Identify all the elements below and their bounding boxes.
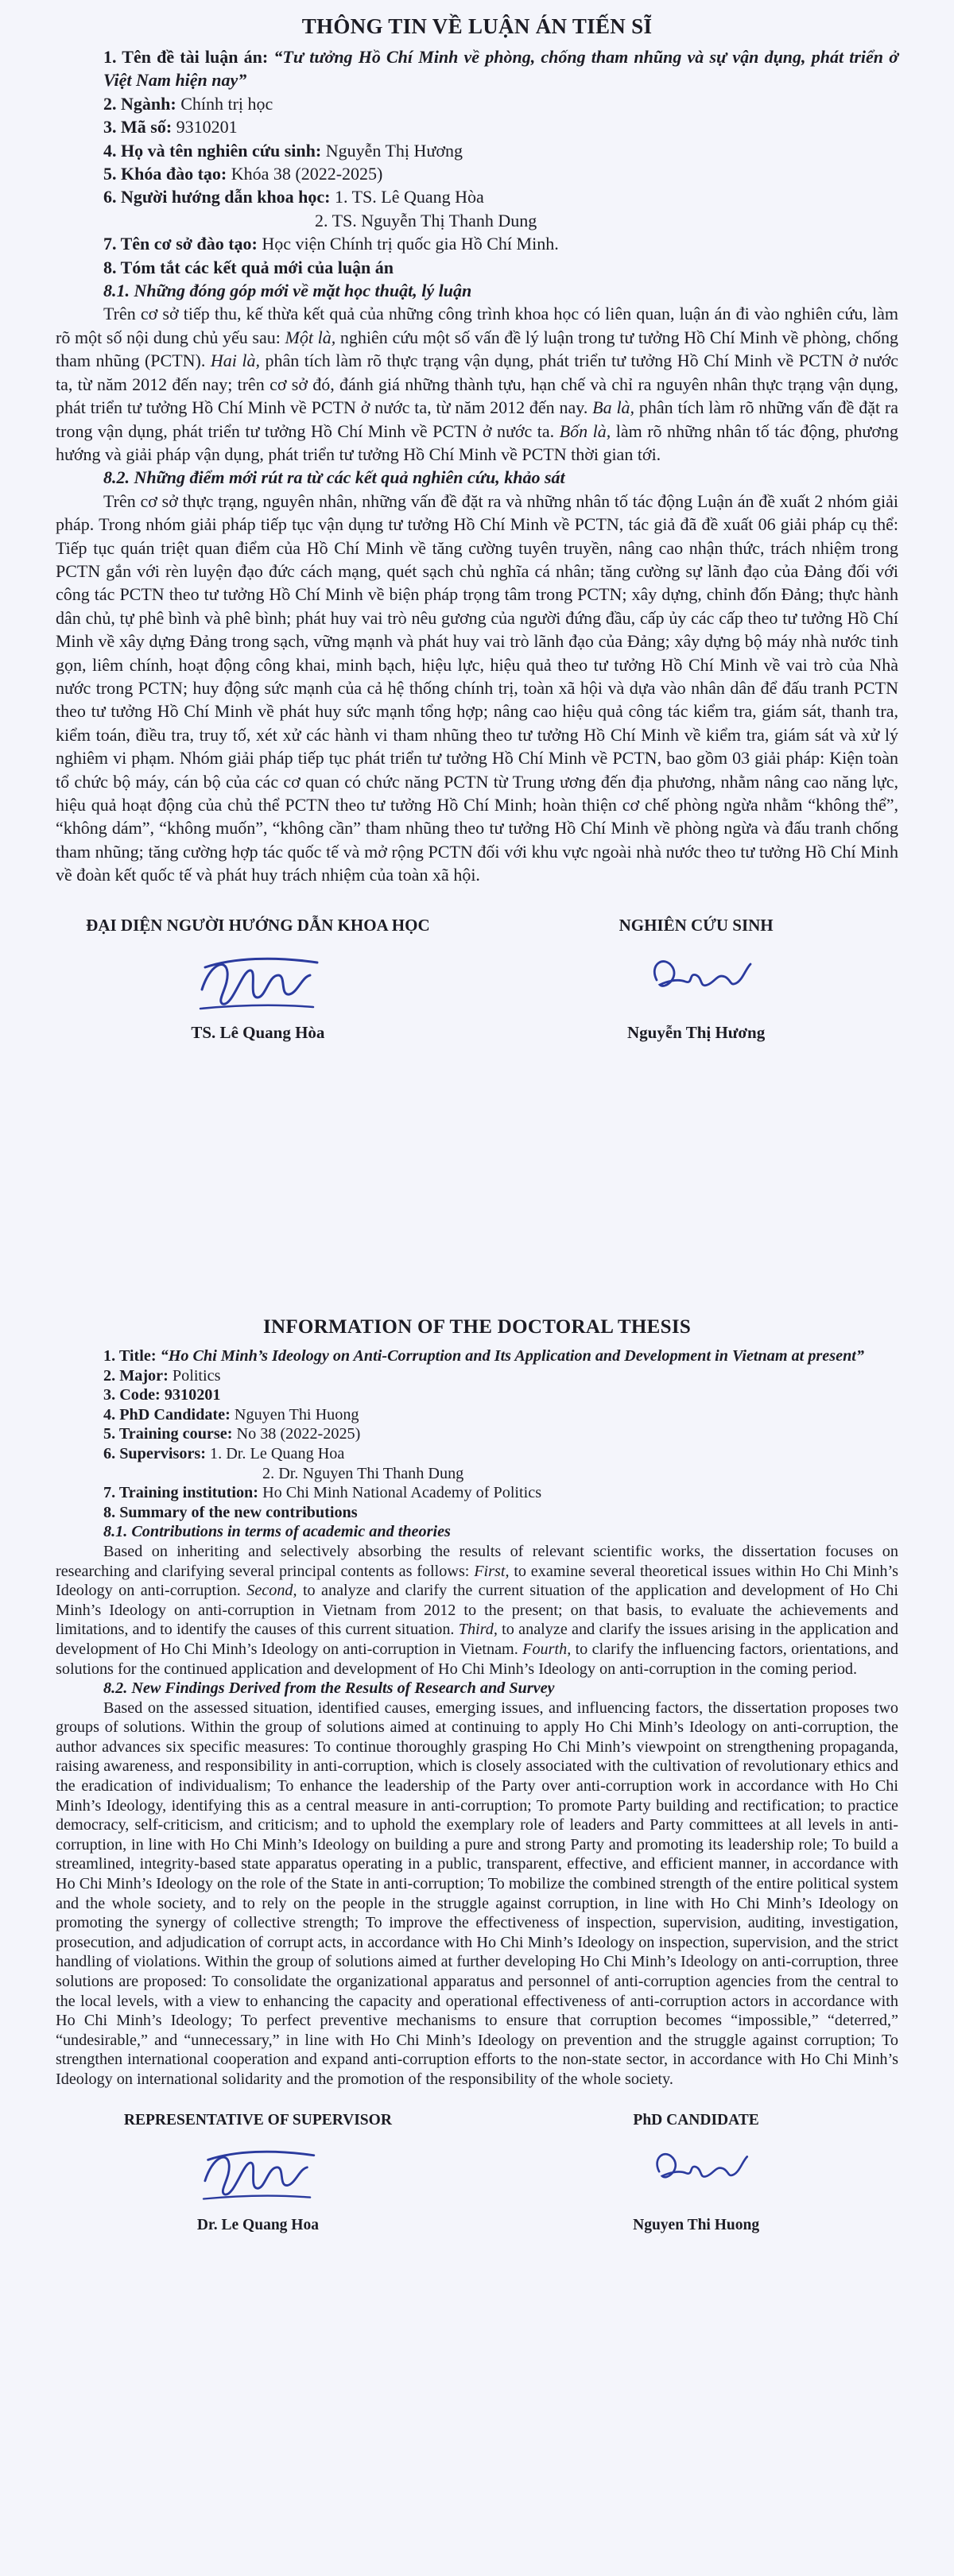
en-field-5: [56, 1424, 898, 1444]
en-candidate-signature-icon: [637, 2134, 756, 2202]
en-candidate-signature: [494, 2112, 898, 2234]
vn-supervisor-heading: ĐẠI DIỆN NGƯỜI HƯỚNG DẪN KHOA HỌC: [86, 915, 430, 935]
en-field-2-label: 2. Major:: [103, 1366, 169, 1385]
vn-field-7-label: 7. Tên cơ sở đào tạo:: [103, 234, 258, 254]
vn-field-4-value: Nguyễn Thị Hương: [325, 140, 463, 161]
vn-field-1-label: 1. Tên đề tài luận án:: [103, 47, 269, 67]
en-section-8-2-body: Based on the assessed situation, identified causes, emerging issues, and influencing factors, the dissertation proposes two groups of solutions. Within the group of solutions aimed at continuing to apply Ho Chi Minh’s Ideology on anti-corruption, the author advances six specific measures: To continue thoroughly grasping Ho Chi Minh’s viewpoint on strengthening propaganda, raising awareness, and responsibility in anti-corruption, which is closely associated with the cultivation of revolutionary ethics and the eradication of individualism; To enhance the leadership of the Party over anti-corruption work in accordance with Ho Chi Minh’s Ideology, identifying this as a central measure in anti-corruption; To promote Party building and rectification; to practice democracy, self-criticism, and criticism; and to uphold the exemplary role of leaders and Party committees at all levels in anti-corruption, in line with Ho Chi Minh’s Ideology on building a pure and strong Party and promoting its leadership role; To build a streamlined, integrity-based state apparatus operating in a public, transparent, effective, and efficient manner, in accordance with Ho Chi Minh’s Ideology on the role of the State in anti-corruption; To mobilize the combined strength of the entire political system and the whole society, and to rely on the people in the struggle against corruption, in line with Ho Chi Minh’s Ideology on promoting the synergy of collective strength; To improve the effectiveness of inspection, supervision, auditing, investigation, prosecution, and adjudication of corrupt acts, in accordance with Ho Chi Minh’s Ideology on inspection, supervision, and the strict handling of violations. Within the group of solutions aimed at further developing Ho Chi Minh’s Ideology on anti-corruption, three solutions are proposed: To consolidate the organizational apparatus and personnel of anti-corruption agencies from the central to the local levels, with a view to enhancing the capacity and operational effectiveness of anti-corruption actors in accordance with Ho Chi Minh’s Ideology; To perfect preventive mechanisms to ensure that corruption becomes “impossible,” “deterred,” “undesirable,” and “unnecessary,” in line with Ho Chi Minh’s Ideology on prevention and the struggle against corruption; To strengthen international cooperation and expand anti-corruption efforts to the non-state sector, in accordance with Ho Chi Minh’s Ideology on international solidarity and the promotion of the responsibility of the whole society.: [56, 1699, 898, 2088]
vn-field-5-label: 5. Khóa đào tạo:: [103, 164, 227, 184]
vn-section-8-1-heading: 8.1. Những đóng góp mới về mặt học thuật, lý luận: [103, 281, 472, 301]
en-supervisor-signature-image: [56, 2129, 460, 2217]
vn-8-1-marker-1: Một là,: [285, 327, 336, 347]
en-field-5-label: 5. Training course:: [103, 1425, 233, 1443]
vn-supervisor-signature: [56, 916, 460, 1043]
en-candidate-heading: PhD CANDIDATE: [633, 2111, 759, 2129]
en-field-3: 3. Code: 9310201: [103, 1386, 221, 1404]
en-field-4: [56, 1405, 898, 1425]
en-field-1-value: “Ho Chi Minh’s Ideology on Anti-Corruption and Its Application and Development in Vietnam at present”: [160, 1347, 864, 1365]
en-field-4-label: 4. PhD Candidate:: [103, 1405, 231, 1424]
en-field-7-label: 7. Training institution:: [103, 1484, 259, 1502]
vn-field-5: [56, 162, 898, 185]
vn-field-7: [56, 232, 898, 255]
vn-8-1-text-1: Trên cơ sở tiếp thu, kế thừa kết quả của những công trình khoa học có liên quan, luận án đi vào nghiên cứu, làm rõ một số nội dung chủ yếu sau:: [56, 304, 898, 347]
vn-section-8-2-heading: 8.2. Những điểm mới rút ra từ các kết quả nghiên cứu, khảo sát: [103, 467, 565, 488]
vn-field-6: [56, 185, 898, 208]
en-title: INFORMATION OF THE DOCTORAL THESIS: [262, 1316, 692, 1338]
en-supervisor-signature: [56, 2112, 460, 2234]
vn-field-8: 8. Tóm tắt các kết quả mới của luận án: [103, 257, 394, 277]
vn-section: [56, 14, 898, 1043]
en-field-2-value: Politics: [172, 1366, 221, 1385]
vn-field-3: [56, 115, 898, 138]
supervisor-signature-icon: [186, 940, 329, 1020]
vn-8-1-marker-2: Hai là,: [210, 351, 260, 371]
vn-8-1-marker-4: Bốn là,: [559, 420, 611, 441]
vn-candidate-heading: NGHIÊN CỨU SINH: [619, 915, 774, 935]
vn-field-4: [56, 139, 898, 162]
en-field-6: [56, 1444, 898, 1464]
vn-title: THÔNG TIN VỀ LUẬN ÁN TIẾN SĨ: [301, 14, 653, 38]
vn-field-6-label: 6. Người hướng dẫn khoa học:: [103, 187, 331, 207]
vn-field-5-value: Khóa 38 (2022-2025): [231, 164, 383, 184]
vn-field-2-label: 2. Ngành:: [103, 93, 176, 114]
vn-field-6-value-2: 2. TS. Nguyễn Thị Thanh Dung: [315, 210, 537, 230]
en-8-1-marker-1: First,: [474, 1562, 510, 1580]
en-candidate-name: Nguyen Thi Huong: [633, 2216, 760, 2233]
vn-field-2: [56, 92, 898, 115]
en-8-1-marker-3: Third,: [458, 1621, 498, 1639]
en-8-1-text-3: to analyze and clarify the current situation of the application and development of Ho Chi Minh’s Ideology on anti-corruption in Vietnam from 2012 to the present; on that basis, to evaluate the achievements and limitations, and to identify the causes of this current situation.: [56, 1582, 898, 1639]
vn-field-7-value: Học viện Chính trị quốc gia Hồ Chí Minh.: [262, 234, 559, 254]
vn-section-8-2-body: Trên cơ sở thực trạng, nguyên nhân, những vấn đề đặt ra và những nhân tố tác động Luận án đề xuất 2 nhóm giải pháp. Trong nhóm giải pháp tiếp tục vận dụng tư tưởng Hồ Chí Minh về PCTN, tác giả đã đề xuất 06 giải pháp cụ thể: Tiếp tục quán triệt quan điểm của Hồ Chí Minh về tăng cường tuyên truyền, nâng cao nhận thức, trách nhiệm trong PCTN gắn với rèn luyện đạo đức cách mạng, quét sạch chủ nghĩa cá nhân; tăng cường sự lãnh đạo của Đảng đối với công tác PCTN theo tư tưởng Hồ Chí Minh về biện pháp trọng tâm trong PCTN; xây dựng, chỉnh đốn Đảng; thực hành dân chủ, tự phê bình và phê bình; phát huy vai trò nêu gương của người đứng đầu, cấp ủy các cấp theo tư tưởng Hồ Chí Minh về xây dựng Đảng trong sạch, vững mạnh và phát huy vai trò lãnh đạo của Đảng; xây dựng bộ máy nhà nước tinh gọn, liêm chính, hoạt động công khai, minh bạch, hiệu lực, hiệu quả theo tư tưởng Hồ Chí Minh về vai trò của Nhà nước trong PCTN; huy động sức mạnh của cả hệ thống chính trị, toàn xã hội và dựa vào nhân dân để đấu tranh PCTN theo tư tưởng Hồ Chí Minh về phát huy sức mạnh tổng hợp; nâng cao hiệu quả công tác kiểm tra, giám sát, thanh tra, kiểm toán, điều tra, truy tố, xét xử các hành vi tham nhũng theo tư tưởng Hồ Chí Minh về kiểm tra, giám sát và xử lý nghiêm vi phạm. Nhóm giải pháp tiếp tục phát triển tư tưởng Hồ Chí Minh về PCTN, bao gồm 03 giải pháp: Kiện toàn tổ chức bộ máy, cán bộ của các cơ quan có chức năng PCTN từ Trung ương đến địa phương, nhằm nâng cao năng lực, hiệu quả hoạt động của chủ thể PCTN theo tư tưởng Hồ Chí Minh; hoàn thiện cơ chế phòng ngừa nhằm “không thể”, “không dám”, “không muốn”, “không cần” tham nhũng theo tư tưởng Hồ Chí Minh về phòng ngừa và đấu tranh chống tham nhũng; tăng cường hợp tác quốc tế và mở rộng PCTN đối với khu vực ngoài nhà nước theo tư tưởng Hồ Chí Minh về đoàn kết quốc tế và phát huy trách nhiệm của toàn xã hội.: [56, 490, 898, 885]
vn-candidate-signature: [494, 916, 898, 1043]
vn-field-3-value: 9310201: [176, 117, 238, 138]
vn-8-1-text-3: phân tích làm rõ thực trạng vận dụng, phát triển tư tưởng Hồ Chí Minh về PCTN ở nước ta, từ năm 2012 đến nay; trên cơ sở đó, đánh giá những thành tựu, hạn chế và chỉ ra nguyên nhân thực trạng vận dụng, phát triển tư tưởng Hồ Chí Minh về PCTN ở nước ta, từ năm 2012 đến nay.: [56, 351, 898, 418]
vn-field-1-value: “Tư tưởng Hồ Chí Minh về phòng, chống tham nhũng và sự vận dụng, phát triển ở Việt Nam hiện nay”: [103, 47, 899, 91]
vn-8-1-text-2: nghiên cứu một số vấn đề lý luận trong tư tưởng Hồ Chí Minh về phòng, chống tham nhũng (PCTN).: [56, 327, 898, 371]
en-field-4-value: Nguyen Thi Huong: [234, 1405, 359, 1424]
en-8-1-marker-2: Second,: [246, 1582, 297, 1600]
en-supervisor-name: Dr. Le Quang Hoa: [196, 2216, 319, 2233]
vn-supervisor-name: TS. Lê Quang Hòa: [191, 1022, 325, 1042]
vn-section-8-1-body: [56, 302, 898, 466]
en-section-8-2-heading: 8.2. New Findings Derived from the Results of Research and Survey: [103, 1679, 555, 1698]
en-field-8: 8. Summary of the new contributions: [103, 1503, 358, 1521]
candidate-signature-image: [494, 935, 898, 1023]
supervisor-signature-image: [56, 935, 460, 1023]
vn-8-1-marker-3: Ba là,: [592, 397, 635, 418]
en-8-1-text-4: to analyze and clarify the issues arising in the application and development of Ho Chi Minh’s Ideology on anti-corruption in Vietnam.: [56, 1621, 898, 1658]
en-8-1-text-2: to examine several theoretical issues within Ho Chi Minh’s Ideology on anti-corruption.: [56, 1562, 898, 1600]
en-field-6-value-2: 2. Dr. Nguyen Thi Thanh Dung: [262, 1464, 464, 1482]
en-candidate-signature-image: [494, 2129, 898, 2217]
vn-field-2-value: Chính trị học: [180, 93, 273, 114]
vn-field-3-label: 3. Mã số:: [103, 117, 173, 138]
en-field-6-value-1: 1. Dr. Le Quang Hoa: [210, 1444, 345, 1462]
candidate-signature-icon: [633, 940, 760, 1012]
vn-candidate-name: Nguyễn Thị Hương: [626, 1022, 766, 1042]
vn-field-6-value-1: 1. TS. Lê Quang Hòa: [335, 187, 484, 207]
en-supervisor-signature-icon: [190, 2134, 325, 2210]
en-field-7-value: Ho Chi Minh National Academy of Politics: [262, 1484, 542, 1502]
en-section-8-1-body: [56, 1542, 898, 1679]
en-signature-block: [56, 2112, 898, 2234]
en-field-7: [56, 1483, 898, 1503]
en-field-5-value: No 38 (2022-2025): [236, 1425, 361, 1443]
en-field-1-label: 1. Title:: [103, 1347, 157, 1365]
en-8-1-text-1: Based on inheriting and selectively absorbing the results of relevant scientific works, the dissertation focuses on researching and clarifying several principal contents as follows:: [56, 1542, 898, 1580]
en-supervisor-heading: REPRESENTATIVE OF SUPERVISOR: [123, 2111, 392, 2129]
en-8-1-text-5: to clarify the influencing factors, orientations, and solutions for the continued application and development of Ho Chi Minh’s Ideology on anti-corruption in the coming period.: [56, 1640, 898, 1678]
en-field-2: [56, 1366, 898, 1386]
en-8-1-marker-4: Fourth,: [522, 1640, 572, 1658]
vn-8-1-text-5: làm rõ những nhân tố tác động, phương hướng và giải pháp vận dụng, phát triển tư tưởng Hồ Chí Minh về PCTN thời gian tới.: [56, 420, 898, 464]
en-field-1: [56, 1346, 898, 1366]
vn-8-1-text-4: phân tích làm rõ những vấn đề đặt ra trong vận dụng, phát triển tư tưởng Hồ Chí Minh về PCTN ở nước ta.: [56, 397, 899, 441]
en-section: [56, 1316, 898, 2234]
vn-signature-block: [56, 916, 898, 1043]
vn-field-4-label: 4. Họ và tên nghiên cứu sinh:: [103, 140, 322, 161]
en-section-8-1-heading: 8.1. Contributions in terms of academic and theories: [103, 1523, 451, 1541]
vn-field-1: [56, 45, 898, 92]
en-field-6-label: 6. Supervisors:: [103, 1444, 206, 1462]
